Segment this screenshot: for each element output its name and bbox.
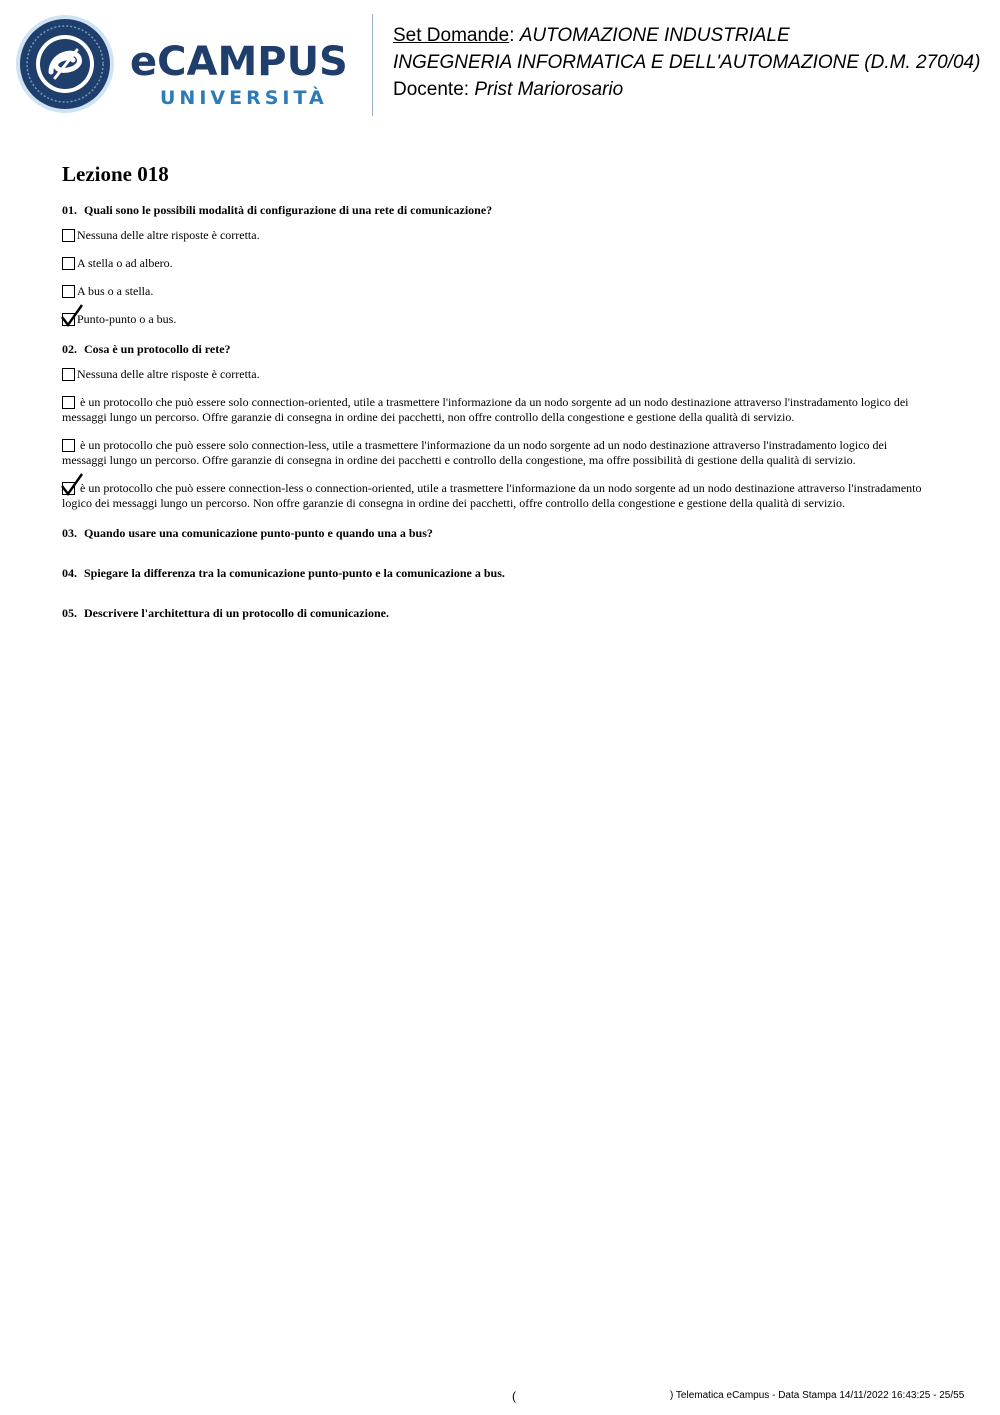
teacher-label: Docente:: [393, 79, 475, 100]
question-text: Spiegare la differenza tra la comunicazione punto-punto e la comunicazione a bus.: [84, 566, 505, 580]
question-heading: [62, 341, 932, 357]
question-block-01: [62, 202, 932, 327]
question-text: Descrivere l'architettura di un protocollo di comunicazione.: [84, 606, 389, 620]
header-info: [393, 22, 980, 103]
set-separator: :: [509, 25, 520, 46]
answer-text: è un protocollo che può essere solo connection-less, utile a trasmettere l'informazione da un nodo sorgente ad un nodo destinazione attraverso l'instradamento logico dei messaggi lungo un percorso. Offre garanzie di consegna in ordine dei pacchetti e controllo della congestione, ma offre possibilità di gestione della qualità di servizio.: [62, 438, 888, 467]
question-block-03: [62, 525, 932, 541]
checkbox[interactable]: [62, 257, 75, 270]
teacher-line: [393, 76, 980, 103]
header-divider: [372, 14, 373, 116]
question-text: Quando usare una comunicazione punto-punto e quando una a bus?: [84, 526, 433, 540]
question-block-02: [62, 341, 932, 511]
checkbox[interactable]: [62, 368, 75, 381]
question-number: 02.: [62, 342, 77, 356]
answer-text: Nessuna delle altre risposte è corretta.: [77, 228, 260, 242]
ecampus-wordmark-logo: [130, 38, 360, 118]
question-text: Quali sono le possibili modalità di configurazione di una rete di comunicazione?: [84, 203, 493, 217]
footer-paren: (: [512, 1389, 516, 1403]
question-number: 03.: [62, 526, 77, 540]
set-line: [393, 22, 980, 49]
brand-sub-text: UNIVERSITÀ: [160, 87, 328, 109]
answer-option-correct: [62, 481, 932, 511]
answer-text: Punto-punto o a bus.: [77, 312, 177, 326]
answer-option: [62, 438, 932, 468]
answer-option: [62, 367, 932, 382]
answer-option: [62, 228, 932, 243]
degree-name: INGEGNERIA INFORMATICA E DELL'AUTOMAZIONE (D.M. 270/04): [393, 52, 981, 73]
course-name: AUTOMAZIONE INDUSTRIALE: [519, 25, 790, 46]
page-header: [0, 0, 1000, 130]
lesson-content: [62, 160, 932, 645]
teacher-name: Prist Mariorosario: [474, 79, 624, 100]
question-number: 05.: [62, 606, 77, 620]
degree-line: [393, 49, 980, 76]
question-heading: [62, 202, 932, 218]
answer-text: A bus o a stella.: [77, 284, 154, 298]
answer-text: A stella o ad albero.: [77, 256, 173, 270]
checkbox-checked[interactable]: [62, 482, 75, 495]
checkbox-checked[interactable]: [62, 313, 75, 326]
answer-text: è un protocollo che può essere solo connection-oriented, utile a trasmettere l'informazione da un nodo sorgente ad un nodo destinazione attraverso l'instradamento logico dei messaggi lungo un percorso. Offre garanzie di consegna in ordine dei pacchetti, non offre controllo della congestione e gestione della qualità di servizio.: [62, 395, 909, 424]
answer-text: Nessuna delle altre risposte è corretta.: [77, 367, 260, 381]
checkmark-icon: [60, 473, 84, 497]
checkbox[interactable]: [62, 439, 75, 452]
answer-option-correct: [62, 312, 932, 327]
lesson-title: Lezione 018: [62, 162, 169, 186]
checkmark-icon: [60, 304, 84, 328]
university-seal-logo: [15, 14, 115, 114]
answer-text: è un protocollo che può essere connection-less o connection-oriented, utile a trasmettere l'informazione da un nodo sorgente ad un nodo destinazione attraverso l'instradamento logico dei messaggi lungo un percorso. Non offre garanzie di consegna in ordine dei pacchetti, offre controllo della congestione e gestione della qualità di servizio.: [62, 481, 922, 510]
footer-text: ) Telematica eCampus - Data Stampa 14/11/2022 16:43:25 - 25/55: [670, 1390, 965, 1401]
answer-option: [62, 256, 932, 271]
checkbox[interactable]: [62, 285, 75, 298]
question-text: Cosa è un protocollo di rete?: [84, 342, 231, 356]
answer-option: [62, 284, 932, 299]
question-block-04: [62, 565, 932, 581]
question-number: 04.: [62, 566, 77, 580]
checkbox[interactable]: [62, 396, 75, 409]
question-block-05: [62, 605, 932, 621]
checkbox[interactable]: [62, 229, 75, 242]
brand-main-text: eCAMPUS: [130, 39, 348, 85]
set-label: Set Domande: [393, 25, 510, 46]
answer-option: [62, 395, 932, 425]
question-number: 01.: [62, 203, 77, 217]
